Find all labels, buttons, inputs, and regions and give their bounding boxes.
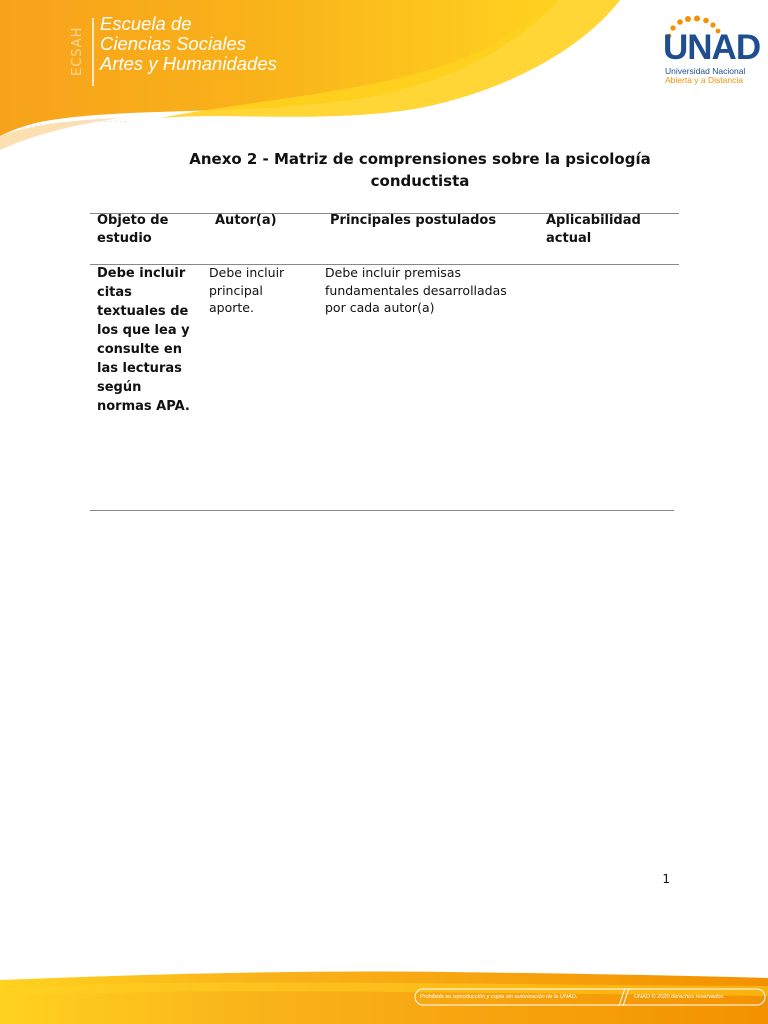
cell-objeto-de-estudio bbox=[97, 264, 190, 416]
cell-line: citas bbox=[97, 285, 132, 300]
table-bottom-rule bbox=[90, 510, 674, 511]
cell-line: fundamentales desarrolladas bbox=[325, 282, 507, 298]
unad-subtitle-line-2: Abierta y a Distancia bbox=[665, 75, 743, 85]
header-line: Aplicabilidad bbox=[546, 213, 641, 228]
cell-aplicabilidad-actual bbox=[546, 264, 674, 504]
cell-autor bbox=[209, 264, 284, 317]
footer-notice: Prohibida su reproducción y copia sin autorización de la UNAD. bbox=[420, 994, 578, 1000]
cell-line: textuales de bbox=[97, 304, 189, 319]
title-line-1: Anexo 2 - Matriz de comprensiones sobre la psicología bbox=[189, 150, 651, 168]
title-line-2: conductista bbox=[370, 172, 470, 190]
school-name-line-1: Escuela de bbox=[100, 13, 192, 34]
cell-line: los que lea y bbox=[97, 323, 190, 338]
footer-copyright: UNAD © 2020 derechos reservados. bbox=[634, 994, 725, 1000]
page-number: 1 bbox=[662, 872, 670, 886]
cell-principales-postulados bbox=[325, 264, 507, 317]
header-line: Principales postulados bbox=[330, 213, 497, 228]
unad-subtitle-line-1: Universidad Nacional bbox=[665, 66, 746, 76]
unad-logo bbox=[655, 14, 761, 94]
unad-subtitle bbox=[665, 67, 745, 85]
header-autor bbox=[215, 212, 277, 230]
cell-line: consulte en bbox=[97, 342, 182, 357]
header-aplicabilidad-actual bbox=[546, 212, 641, 248]
school-name-line-3: Artes y Humanidades bbox=[100, 53, 277, 74]
header-line: actual bbox=[546, 231, 592, 246]
cell-line: aporte. bbox=[209, 300, 254, 315]
header-principales-postulados bbox=[330, 212, 496, 230]
unad-wordmark: UNAD bbox=[663, 28, 761, 67]
header-line: estudio bbox=[97, 231, 152, 246]
ecsah-label: ECSAH bbox=[70, 26, 85, 76]
header-objeto-de-estudio bbox=[97, 212, 168, 248]
branding-divider bbox=[92, 18, 94, 86]
cell-line: normas APA. bbox=[97, 399, 190, 414]
cell-line: según bbox=[97, 380, 142, 395]
cell-line: por cada autor(a) bbox=[325, 300, 435, 315]
cell-line: principal bbox=[209, 282, 263, 298]
document-title bbox=[170, 148, 670, 192]
header-line: Objeto de bbox=[97, 213, 169, 228]
cell-line: las lecturas bbox=[97, 361, 182, 376]
cell-line: Debe incluir premisas bbox=[325, 265, 461, 280]
school-name bbox=[100, 14, 277, 74]
school-name-line-2: Ciencias Sociales bbox=[100, 33, 247, 54]
cell-line: Debe incluir bbox=[97, 266, 186, 281]
header-line: Autor(a) bbox=[215, 213, 277, 228]
cell-line: Debe incluir bbox=[209, 265, 285, 280]
